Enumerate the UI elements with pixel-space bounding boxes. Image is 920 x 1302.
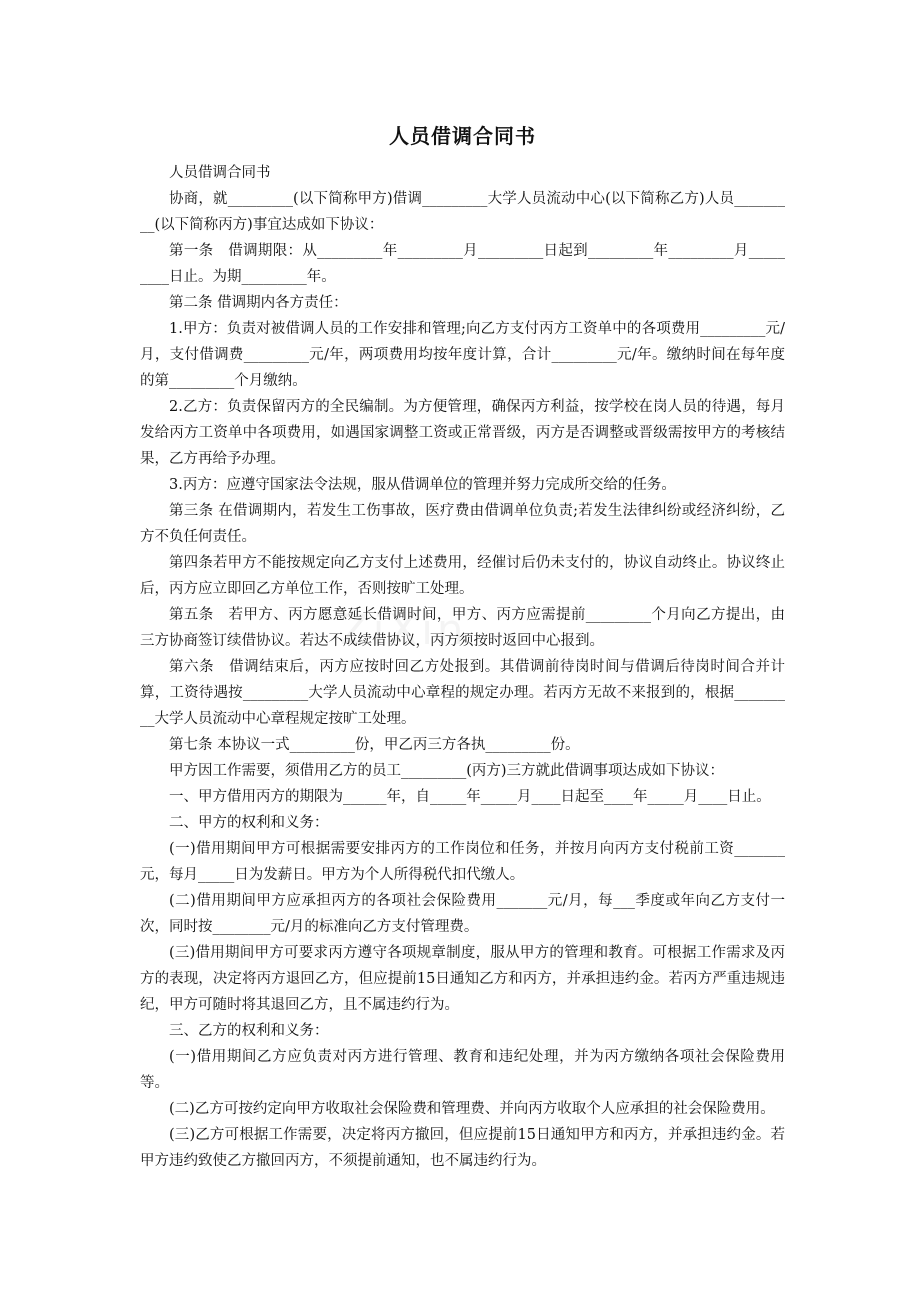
article-7: 第七条 本协议一式_________份，甲乙丙三方各执_________份。	[169, 737, 580, 753]
article-2: 第二条 借调期内各方责任：	[169, 295, 348, 311]
section-3-heading: 三、乙方的权利和义务：	[169, 1023, 329, 1039]
second-agreement-intro: 甲方因工作需要，须借用乙方的员工_________(丙方)三方就此借调事项达成如下协议：	[169, 763, 725, 779]
paragraph-heading: 人员借调合同书	[169, 165, 271, 181]
article-6: 第六条 借调结束后，丙方应按时回乙方处报到。其借调前待岗时间与借调后待岗时间合并计算，工资待遇按_________大学人员流动中心章程的规定办理。若丙方无故不来报到的，根据_________大学人员流动中心章程规定按旷工处理。	[140, 659, 785, 727]
article-4: 第四条若甲方不能按规定向乙方支付上述费用，经催讨后仍未支付的，协议自动终止。协议终止后，丙方应立即回乙方单位工作，否则按旷工处理。	[140, 555, 785, 597]
section-1-term: 一、甲方借用丙方的期限为______年，自_____年_____月____日起至____年_____月____日止。	[169, 789, 771, 805]
document-page	[140, 118, 785, 1174]
section-3-item-3: (三)乙方可根据工作需要，决定将丙方撤回，但应提前15日通知甲方和丙方，并承担违约金。若甲方违约致使乙方撤回丙方，不须提前通知，也不属违约行为。	[140, 1127, 785, 1169]
section-3-item-2: (二)乙方可按约定向甲方收取社会保险费和管理费、并向丙方收取个人应承担的社会保险费用。	[169, 1101, 775, 1117]
section-2-item-3: (三)借用期间甲方可要求丙方遵守各项规章制度，服从甲方的管理和教育。可根据工作需求及丙方的表现，决定将丙方退回乙方，但应提前15日通知乙方和丙方，并承担违约金。若丙方严重违规违纪，甲方可随时将其退回乙方，且不属违约行为。	[140, 945, 785, 1013]
document-title: 人员借调合同书	[389, 124, 536, 148]
section-2-item-2: (二)借用期间甲方应承担丙方的各项社会保险费用_______元/月，每___季度或年向乙方支付一次，同时按________元/月的标准向乙方支付管理费。	[140, 893, 785, 935]
section-3-item-1: (一)借用期间乙方应负责对丙方进行管理、教育和违纪处理，并为丙方缴纳各项社会保险费用等。	[140, 1049, 785, 1091]
paragraph-intro: 协商，就_________(以下简称甲方)借调_________大学人员流动中心(以下简称乙方)人员_________(以下简称丙方)事宜达成如下协议：	[140, 191, 785, 233]
article-1: 第一条 借调期限：从_________年_________月_________日起到_________年_________月_________日止。为期_________年。	[140, 243, 785, 285]
article-2-party-a: 1.甲方：负责对被借调人员的工作安排和管理;向乙方支付丙方工资单中的各项费用_________元/月，支付借调费_________元/年，两项费用均按年度计算，合计_________元/年。缴纳时间在每年度的第_________个月缴纳。	[140, 321, 785, 389]
article-3: 第三条 在借调期内，若发生工伤事故，医疗费由借调单位负责;若发生法律纠纷或经济纠纷，乙方不负任何责任。	[140, 503, 785, 545]
section-2-item-1: (一)借用期间甲方可根据需要安排丙方的工作岗位和任务，并按月向丙方支付税前工资_______元，每月_____日为发薪日。甲方为个人所得税代扣代缴人。	[140, 841, 785, 883]
article-2-party-c: 3.丙方：应遵守国家法令法规，服从借调单位的管理并努力完成所交给的任务。	[169, 477, 676, 493]
article-2-party-b: 2.乙方：负责保留丙方的全民编制。为方便管理，确保丙方利益，按学校在岗人员的待遇，每月发给丙方工资单中各项费用，如遇国家调整工资或正常晋级，丙方是否调整或晋级需按甲方的考核结果，乙方再给予办理。	[140, 399, 785, 467]
article-5: 第五条 若甲方、丙方愿意延长借调时间，甲方、丙方应需提前_________个月向乙方提出，由三方协商签订续借协议。若达不成续借协议，丙方须按时返回中心报到。	[140, 607, 785, 649]
section-2-heading: 二、甲方的权利和义务：	[169, 815, 329, 831]
